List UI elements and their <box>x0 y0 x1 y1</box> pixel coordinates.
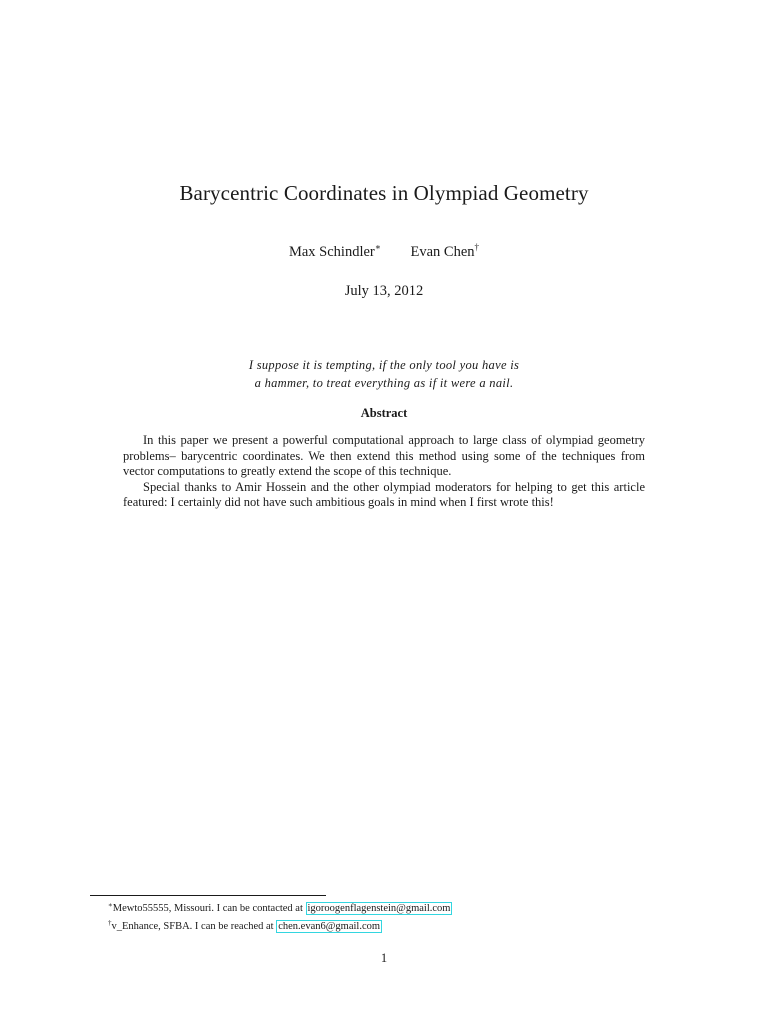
abstract-paragraph-2: Special thanks to Amir Hossein and the other olympiad moderators for helping to get this article featured: I certainly did not have such ambitious goals in mind when I first wrote this! <box>123 479 645 509</box>
footnote-2-mark: † <box>108 919 112 927</box>
author-list <box>0 242 768 261</box>
epigraph-line-1: I suppose it is tempting, if the only tool you have is <box>248 358 520 372</box>
footnote-1 <box>108 898 708 916</box>
abstract-heading: Abstract <box>360 406 408 420</box>
author-2-name: Evan Chen <box>410 244 475 260</box>
footnote-2 <box>108 916 708 934</box>
epigraph-line-2: a hammer, to treat everything as if it were a nail. <box>254 376 514 390</box>
author-2-footnote-mark[interactable]: † <box>474 242 480 252</box>
author-2 <box>411 242 480 261</box>
abstract-paragraph-1: In this paper we present a powerful computational approach to large class of olympiad geometry problems– barycentric coordinates. We then extend this method using some of the techniques from vector computations to greatly extend the scope of this technique. <box>123 433 645 478</box>
paper-date: July 13, 2012 <box>344 283 424 299</box>
footnotes <box>108 898 708 934</box>
abstract-body <box>123 433 645 511</box>
paper-title: Barycentric Coordinates in Olympiad Geometry <box>179 181 589 205</box>
epigraph <box>0 356 768 392</box>
page-number: 1 <box>380 951 388 965</box>
footnote-1-text: Mewto55555, Missouri. I can be contacted at <box>112 903 306 914</box>
footnote-2-email-link[interactable]: chen.evan6@gmail.com <box>278 921 381 932</box>
author-1-footnote-mark[interactable]: ∗ <box>374 242 381 252</box>
footnote-1-mark: ∗ <box>108 901 113 909</box>
footnote-2-text: v_Enhance, SFBA. I can be reached at <box>111 921 277 932</box>
author-1 <box>289 242 381 261</box>
footnote-rule <box>90 895 326 896</box>
footnote-1-email-link[interactable]: igoroogenflagenstein@gmail.com <box>307 903 451 914</box>
author-1-name: Max Schindler <box>288 244 375 260</box>
